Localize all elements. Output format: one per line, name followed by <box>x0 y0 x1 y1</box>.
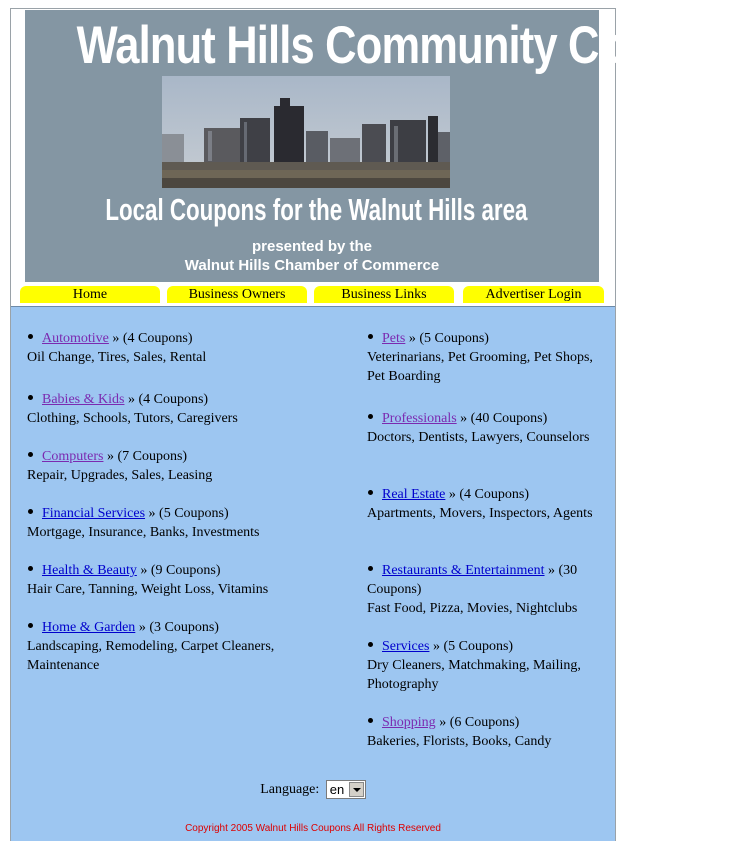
category-description: Doctors, Dentists, Lawyers, Counselors <box>367 430 590 445</box>
category-link[interactable]: Services <box>382 639 430 654</box>
category-link[interactable]: Pets <box>382 331 406 346</box>
category-description: Oil Change, Tires, Sales, Rental <box>27 350 207 365</box>
category-item <box>27 561 317 599</box>
category-link[interactable]: Shopping <box>382 715 436 730</box>
nav-business-owners[interactable]: Business Owners <box>167 286 307 303</box>
presented-by-text: presented by the <box>251 238 373 255</box>
bullet-icon <box>28 452 33 457</box>
category-link[interactable]: Restaurants & Entertainment <box>382 563 545 578</box>
category-description: Hair Care, Tanning, Weight Loss, Vitamins <box>27 582 269 597</box>
bullet-icon <box>28 566 33 571</box>
category-count: » (30 Coupons) <box>367 563 578 597</box>
category-item <box>367 561 607 618</box>
category-link[interactable]: Financial Services <box>42 506 146 521</box>
category-item <box>27 390 317 428</box>
category-description: Fast Food, Pizza, Movies, Nightclubs <box>367 601 578 616</box>
category-description: Clothing, Schools, Tutors, Caregivers <box>27 411 238 426</box>
bullet-icon <box>368 566 373 571</box>
category-link[interactable]: Health & Beauty <box>42 563 137 578</box>
category-count: » (40 Coupons) <box>460 411 548 426</box>
category-count: » (4 Coupons) <box>448 487 529 502</box>
category-item <box>27 447 317 485</box>
category-link[interactable]: Automotive <box>42 331 109 346</box>
category-item <box>367 713 607 751</box>
category-item <box>27 618 317 675</box>
category-description: Veterinarians, Pet Grooming, Pet Shops, Pet Boarding <box>367 350 593 384</box>
chamber-name: Walnut Hills Chamber of Commerce <box>184 257 440 274</box>
nav-business-links[interactable]: Business Links <box>314 286 454 303</box>
category-description: Apartments, Movers, Inspectors, Agents <box>367 506 593 521</box>
chevron-down-icon[interactable] <box>349 782 364 797</box>
site-header <box>25 10 751 282</box>
category-count: » (4 Coupons) <box>112 331 193 346</box>
page-frame <box>10 8 751 841</box>
category-item <box>367 485 607 523</box>
language-selected-value: en <box>329 782 345 798</box>
category-link[interactable]: Babies & Kids <box>42 392 125 407</box>
category-link[interactable]: Home & Garden <box>42 620 136 635</box>
category-panel <box>11 306 615 841</box>
category-count: » (7 Coupons) <box>106 449 188 464</box>
category-description: Landscaping, Remodeling, Carpet Cleaners, Maintenance <box>27 639 275 673</box>
category-item <box>367 329 607 386</box>
site-subtitle: Local Coupons for the Walnut Hills area <box>105 192 528 227</box>
bullet-icon <box>28 334 33 339</box>
category-item <box>367 637 607 694</box>
category-count: » (6 Coupons) <box>439 715 520 730</box>
bullet-icon <box>368 642 373 647</box>
city-skyline-photo <box>162 76 450 188</box>
copyright-notice: Copyright 2005 Walnut Hills Coupons All Rights Reserved <box>185 823 441 834</box>
category-description: Repair, Upgrades, Sales, Leasing <box>27 468 213 483</box>
category-item <box>27 329 317 367</box>
bullet-icon <box>368 490 373 495</box>
language-selector-row <box>11 779 615 801</box>
category-count: » (9 Coupons) <box>140 563 221 578</box>
language-label: Language: <box>260 782 320 797</box>
bullet-icon <box>368 334 373 339</box>
category-count: » (5 Coupons) <box>432 639 514 654</box>
language-select[interactable] <box>326 780 366 799</box>
category-link[interactable]: Real Estate <box>382 487 446 502</box>
category-count: » (4 Coupons) <box>127 392 209 407</box>
category-link[interactable]: Computers <box>42 449 104 464</box>
nav-advertiser-login[interactable]: Advertiser Login <box>463 286 604 303</box>
category-item <box>27 504 317 542</box>
category-count: » (3 Coupons) <box>138 620 219 635</box>
bullet-icon <box>368 718 373 723</box>
site-title: Walnut Hills Community Coupons <box>76 16 751 75</box>
category-count: » (5 Coupons) <box>408 331 489 346</box>
category-description: Mortgage, Insurance, Banks, Investments <box>27 525 260 540</box>
category-link[interactable]: Professionals <box>382 411 457 426</box>
category-description: Dry Cleaners, Matchmaking, Mailing, Photography <box>367 658 581 692</box>
bullet-icon <box>368 414 373 419</box>
nav-home[interactable]: Home <box>20 286 160 303</box>
category-item <box>367 409 607 447</box>
nav-bar <box>20 286 604 303</box>
category-count: » (5 Coupons) <box>148 506 229 521</box>
bullet-icon <box>28 623 33 628</box>
category-description: Bakeries, Florists, Books, Candy <box>367 734 552 749</box>
bullet-icon <box>28 395 33 400</box>
bullet-icon <box>28 509 33 514</box>
